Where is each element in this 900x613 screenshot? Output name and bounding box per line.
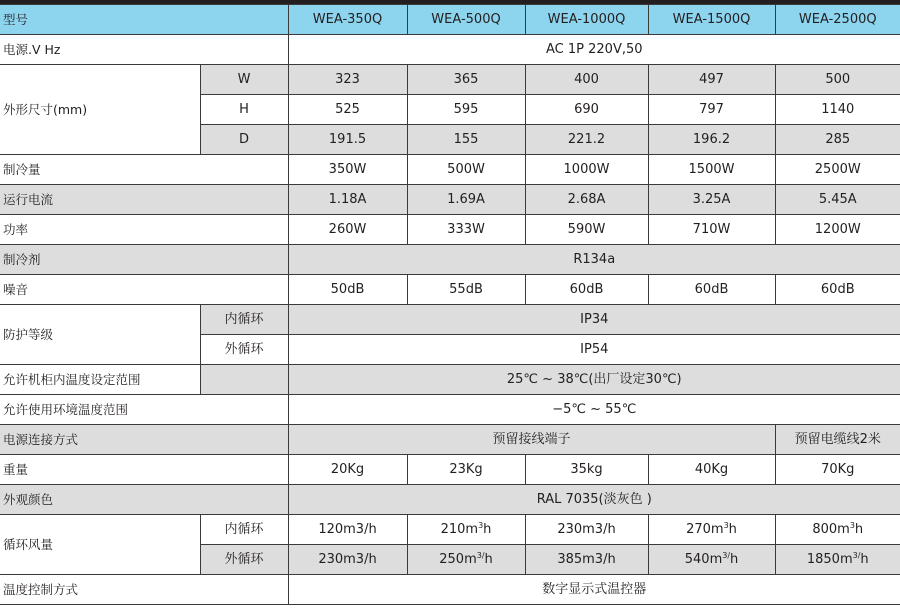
cooling-label: 制冷量 bbox=[0, 155, 288, 185]
noise-value: 60dB bbox=[648, 275, 775, 305]
model-name: WEA-2500Q bbox=[775, 5, 900, 35]
cooling-value: 1000W bbox=[525, 155, 648, 185]
power-consumption-value: 590W bbox=[525, 215, 648, 245]
airflow-value: $210m^3h$ bbox=[407, 515, 525, 545]
power-value: AC 1P 220V,50 bbox=[288, 35, 900, 65]
power-connection-row bbox=[0, 425, 900, 455]
current-value: 1.18A bbox=[288, 185, 407, 215]
protection-sub: 外循环 bbox=[200, 335, 288, 365]
dimension-sub: H bbox=[200, 95, 288, 125]
ambient-temp-value: −5℃ ~ 55℃ bbox=[288, 395, 900, 425]
color-row bbox=[0, 485, 900, 515]
cooling-value: 1500W bbox=[648, 155, 775, 185]
airflow-value: 385m3/h bbox=[525, 545, 648, 575]
cabinet-temp-value: 25℃ ~ 38℃(出厂设定30℃) bbox=[288, 365, 900, 395]
power-consumption-value: 1200W bbox=[775, 215, 900, 245]
weight-value: 35kg bbox=[525, 455, 648, 485]
airflow-sub: 外循环 bbox=[200, 545, 288, 575]
dimension-value: 690 bbox=[525, 95, 648, 125]
model-name: WEA-350Q bbox=[288, 5, 407, 35]
cabinet-temp-sub bbox=[200, 365, 288, 395]
airflow-sub: 内循环 bbox=[200, 515, 288, 545]
current-value: 3.25A bbox=[648, 185, 775, 215]
ambient-temp-row bbox=[0, 395, 900, 425]
power-consumption-value: 710W bbox=[648, 215, 775, 245]
power-connection-value: 预留接线端子 bbox=[288, 425, 775, 455]
airflow-label: 循环风量 bbox=[0, 515, 200, 575]
ambient-temp-label: 允许使用环境温度范围 bbox=[0, 395, 288, 425]
dimension-value: 196.2 bbox=[648, 125, 775, 155]
refrigerant-value: R134a bbox=[288, 245, 900, 275]
weight-row bbox=[0, 455, 900, 485]
airflow-value: $270m^3h$ bbox=[648, 515, 775, 545]
dimension-value: 797 bbox=[648, 95, 775, 125]
power-connection-value-last: 预留电缆线2米 bbox=[775, 425, 900, 455]
power-consumption-value: 260W bbox=[288, 215, 407, 245]
dimension-value: 525 bbox=[288, 95, 407, 125]
power-consumption-row bbox=[0, 215, 900, 245]
current-value: 5.45A bbox=[775, 185, 900, 215]
dimension-value: 323 bbox=[288, 65, 407, 95]
weight-value: 70Kg bbox=[775, 455, 900, 485]
dimension-sub: D bbox=[200, 125, 288, 155]
cooling-row bbox=[0, 155, 900, 185]
weight-value: 23Kg bbox=[407, 455, 525, 485]
current-value: 2.68A bbox=[525, 185, 648, 215]
color-label: 外观颜色 bbox=[0, 485, 288, 515]
power-consumption-label: 功率 bbox=[0, 215, 288, 245]
airflow-value: $800m^3h$ bbox=[775, 515, 900, 545]
noise-value: 60dB bbox=[775, 275, 900, 305]
dimension-value: 500 bbox=[775, 65, 900, 95]
dimension-row-w bbox=[0, 65, 900, 95]
airflow-value: 230m3/h bbox=[288, 545, 407, 575]
cooling-value: 500W bbox=[407, 155, 525, 185]
model-label: 型号 bbox=[0, 5, 288, 35]
weight-label: 重量 bbox=[0, 455, 288, 485]
noise-label: 噪音 bbox=[0, 275, 288, 305]
model-name: WEA-500Q bbox=[407, 5, 525, 35]
header-row bbox=[0, 5, 900, 35]
dimensions-label: 外形尺寸(mm) bbox=[0, 65, 200, 155]
dimension-value: 155 bbox=[407, 125, 525, 155]
weight-value: 40Kg bbox=[648, 455, 775, 485]
current-row bbox=[0, 185, 900, 215]
dimension-value: 285 bbox=[775, 125, 900, 155]
airflow-value: $250m^{3/}h$ bbox=[407, 545, 525, 575]
airflow-value: 230m3/h bbox=[525, 515, 648, 545]
airflow-value: 120m3/h bbox=[288, 515, 407, 545]
protection-value: IP34 bbox=[288, 305, 900, 335]
cabinet-temp-label: 允许机柜内温度设定范围 bbox=[0, 365, 200, 395]
protection-sub: 内循环 bbox=[200, 305, 288, 335]
temp-control-value: 数字显示式温控器 bbox=[288, 575, 900, 605]
cabinet-temp-row bbox=[0, 365, 900, 395]
refrigerant-label: 制冷剂 bbox=[0, 245, 288, 275]
power-label: 电源.V Hz bbox=[0, 35, 288, 65]
dimension-sub: W bbox=[200, 65, 288, 95]
weight-value: 20Kg bbox=[288, 455, 407, 485]
cooling-value: 2500W bbox=[775, 155, 900, 185]
protection-row-inner bbox=[0, 305, 900, 335]
dimension-value: 497 bbox=[648, 65, 775, 95]
noise-row bbox=[0, 275, 900, 305]
noise-value: 50dB bbox=[288, 275, 407, 305]
cooling-value: 350W bbox=[288, 155, 407, 185]
color-value: RAL 7035(淡灰色 ) bbox=[288, 485, 900, 515]
model-name: WEA-1500Q bbox=[648, 5, 775, 35]
current-label: 运行电流 bbox=[0, 185, 288, 215]
model-name: WEA-1000Q bbox=[525, 5, 648, 35]
spec-table bbox=[0, 4, 900, 605]
current-value: 1.69A bbox=[407, 185, 525, 215]
dimension-value: 595 bbox=[407, 95, 525, 125]
airflow-row-inner bbox=[0, 515, 900, 545]
protection-label: 防护等级 bbox=[0, 305, 200, 365]
dimension-value: 1140 bbox=[775, 95, 900, 125]
power-consumption-value: 333W bbox=[407, 215, 525, 245]
airflow-value: $1850m^{3/}h$ bbox=[775, 545, 900, 575]
power-connection-label: 电源连接方式 bbox=[0, 425, 288, 455]
refrigerant-row bbox=[0, 245, 900, 275]
temp-control-label: 温度控制方式 bbox=[0, 575, 288, 605]
protection-value: IP54 bbox=[288, 335, 900, 365]
dimension-value: 221.2 bbox=[525, 125, 648, 155]
dimension-value: 400 bbox=[525, 65, 648, 95]
noise-value: 60dB bbox=[525, 275, 648, 305]
dimension-value: 365 bbox=[407, 65, 525, 95]
airflow-value: $540m^{3/}h$ bbox=[648, 545, 775, 575]
dimension-value: 191.5 bbox=[288, 125, 407, 155]
noise-value: 55dB bbox=[407, 275, 525, 305]
temp-control-row bbox=[0, 575, 900, 605]
power-row bbox=[0, 35, 900, 65]
